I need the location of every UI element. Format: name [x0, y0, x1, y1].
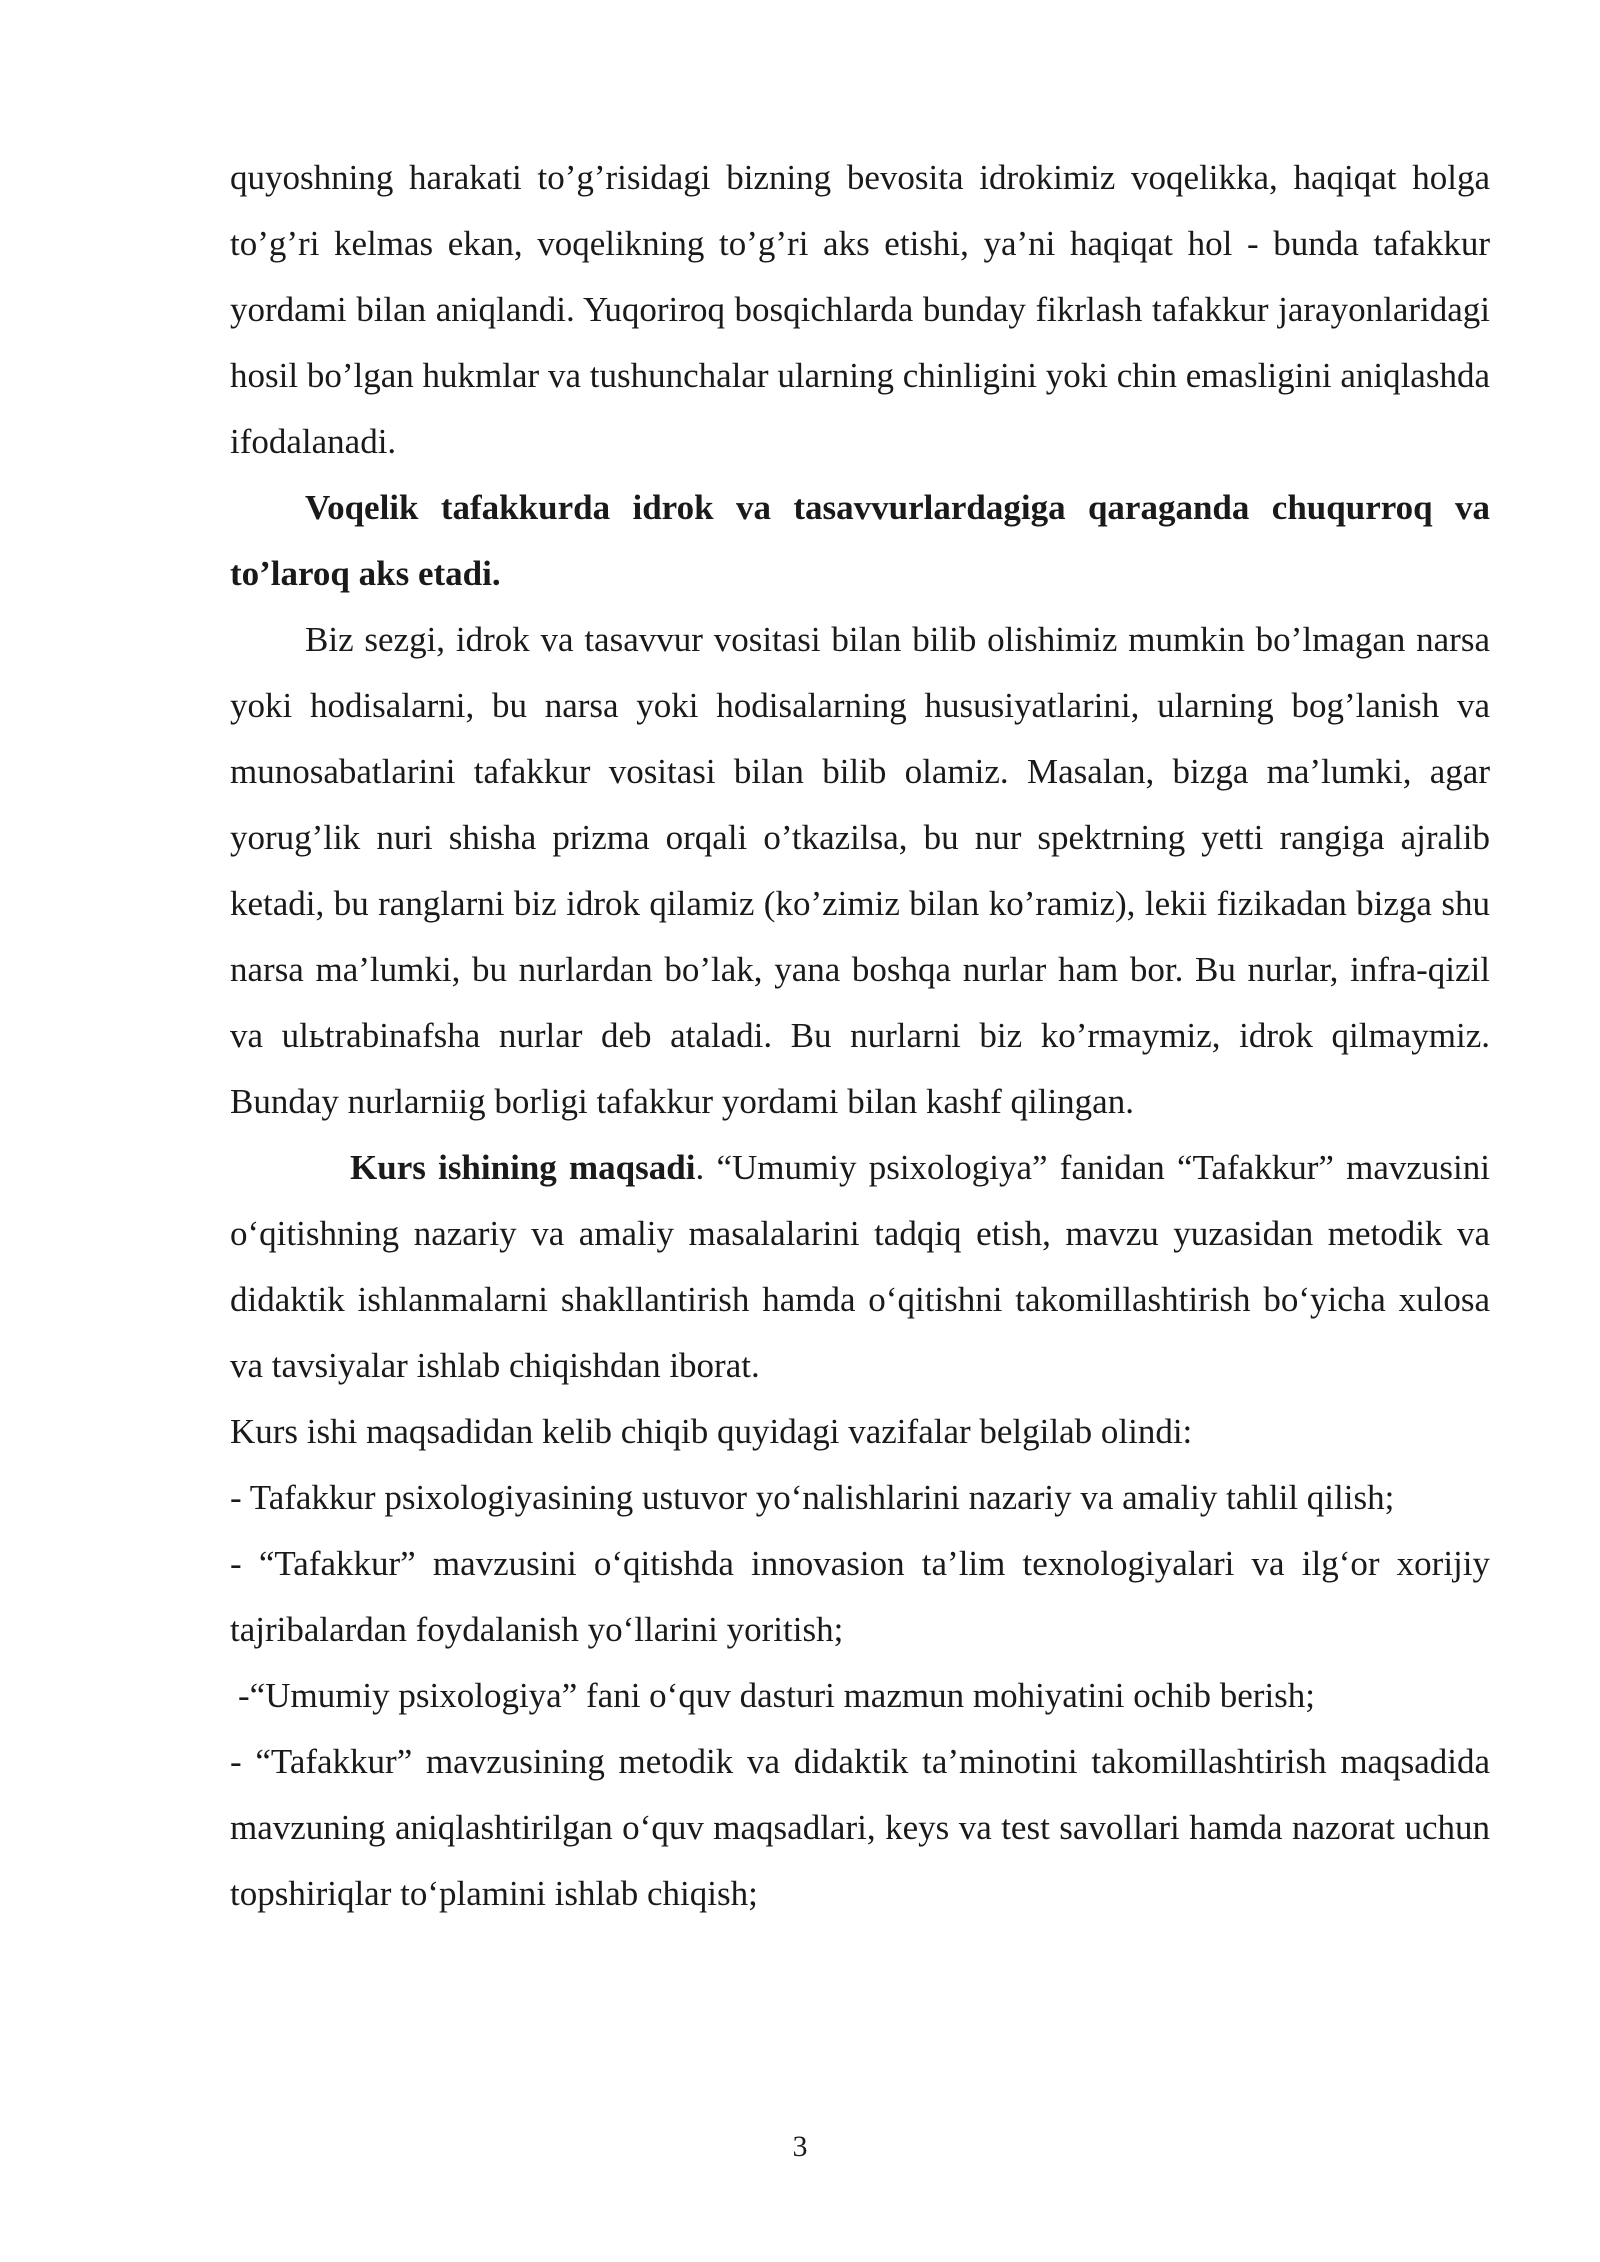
page-number: 3 — [792, 2130, 808, 2163]
task-item-4: - “Tafakkur” mavzusining metodik va didaktik ta’minotini takomillashtirish maqsadida mavzuning aniqlashtirilgan o‘quv maqsadlari, keys va test savollari hamda nazorat uchun topshiriqlar to‘plamini ishlab chiqish; — [230, 1742, 1490, 1913]
document-body — [230, 145, 1490, 1927]
task-item-3: -“Umumiy psixologiya” fani o‘quv dasturi mazmun mohiyatini ochib berish; — [238, 1676, 1316, 1715]
paragraph-intro: quyoshning harakati to’g’risidagi bizning bevosita idrokimiz voqelikka, haqiqat holga to’g’ri kelmas ekan, voqelikning to’g’ri aks etishi, ya’ni haqiqat hol - bunda tafakkur yordami bilan aniqlandi. Yuqoriroq bosqichlarda bunday fikrlash tafakkur jarayonlaridagi hosil bo’lgan hukmlar va tushunchalar ularning chinligini yoki chin emasligini aniqlashda ifodalanadi. — [230, 158, 1490, 461]
course-aim-label: Kurs ishining maqsadi — [350, 1148, 696, 1187]
task-item-2: - “Tafakkur” mavzusini o‘qitishda innovasion ta’lim texnologiyalari va ilg‘or xorijiy tajribalardan foydalanish yo‘llarini yoritish; — [230, 1544, 1490, 1649]
bold-heading: Voqelik tafakkurda idrok va tasavvurlardagiga qaraganda chuqurroq va to’laroq aks etadi. — [230, 488, 1490, 593]
paragraph-course-aim — [230, 1135, 1490, 1399]
task-item-1: - Tafakkur psixologiyasining ustuvor yo‘nalishlarini nazariy va amaliy tahlil qilish; — [230, 1478, 1395, 1517]
paragraph-perception: Biz sezgi, idrok va tasavvur vositasi bilan bilib olishimiz mumkin bo’lmagan narsa yoki hodisalarni, bu narsa yoki hodisalarning hususiyatlarini, ularning bog’lanish va munosabatlarini tafakkur vositasi bilan bilib olamiz. Masalan, bizga ma’lumki, agar yorug’lik nuri shisha prizma orqali o’tkazilsa, bu nur spektrning yetti rangiga ajralib ketadi, bu ranglarni biz idrok qilamiz (ko’zimiz bilan ko’ramiz), lekii fizikadan bizga shu narsa ma’lumki, bu nurlardan bo’lak, yana boshqa nurlar ham bor. Bu nurlar, infra-qizil va ulьtrabinafsha nurlar deb ataladi. Bu nurlarni biz ko’rmaymiz, idrok qilmaymiz. Bunday nurlarniig borligi tafakkur yordami bilan kashf qilingan. — [230, 620, 1490, 1121]
tasks-intro: Kurs ishi maqsadidan kelib chiqib quyidagi vazifalar belgilab olindi: — [230, 1412, 1193, 1451]
course-aim-text: . “Umumiy psixologiya” fanidan “Tafakkur” mavzusini o‘qitishning nazariy va amaliy masalalarini tadqiq etish, mavzu yuzasidan metodik va didaktik ishlanmalarni shakllantirish hamda o‘qitishni takomillashtirish bo‘yicha xulosa va tavsiyalar ishlab chiqishdan iborat. — [230, 1148, 1490, 1385]
